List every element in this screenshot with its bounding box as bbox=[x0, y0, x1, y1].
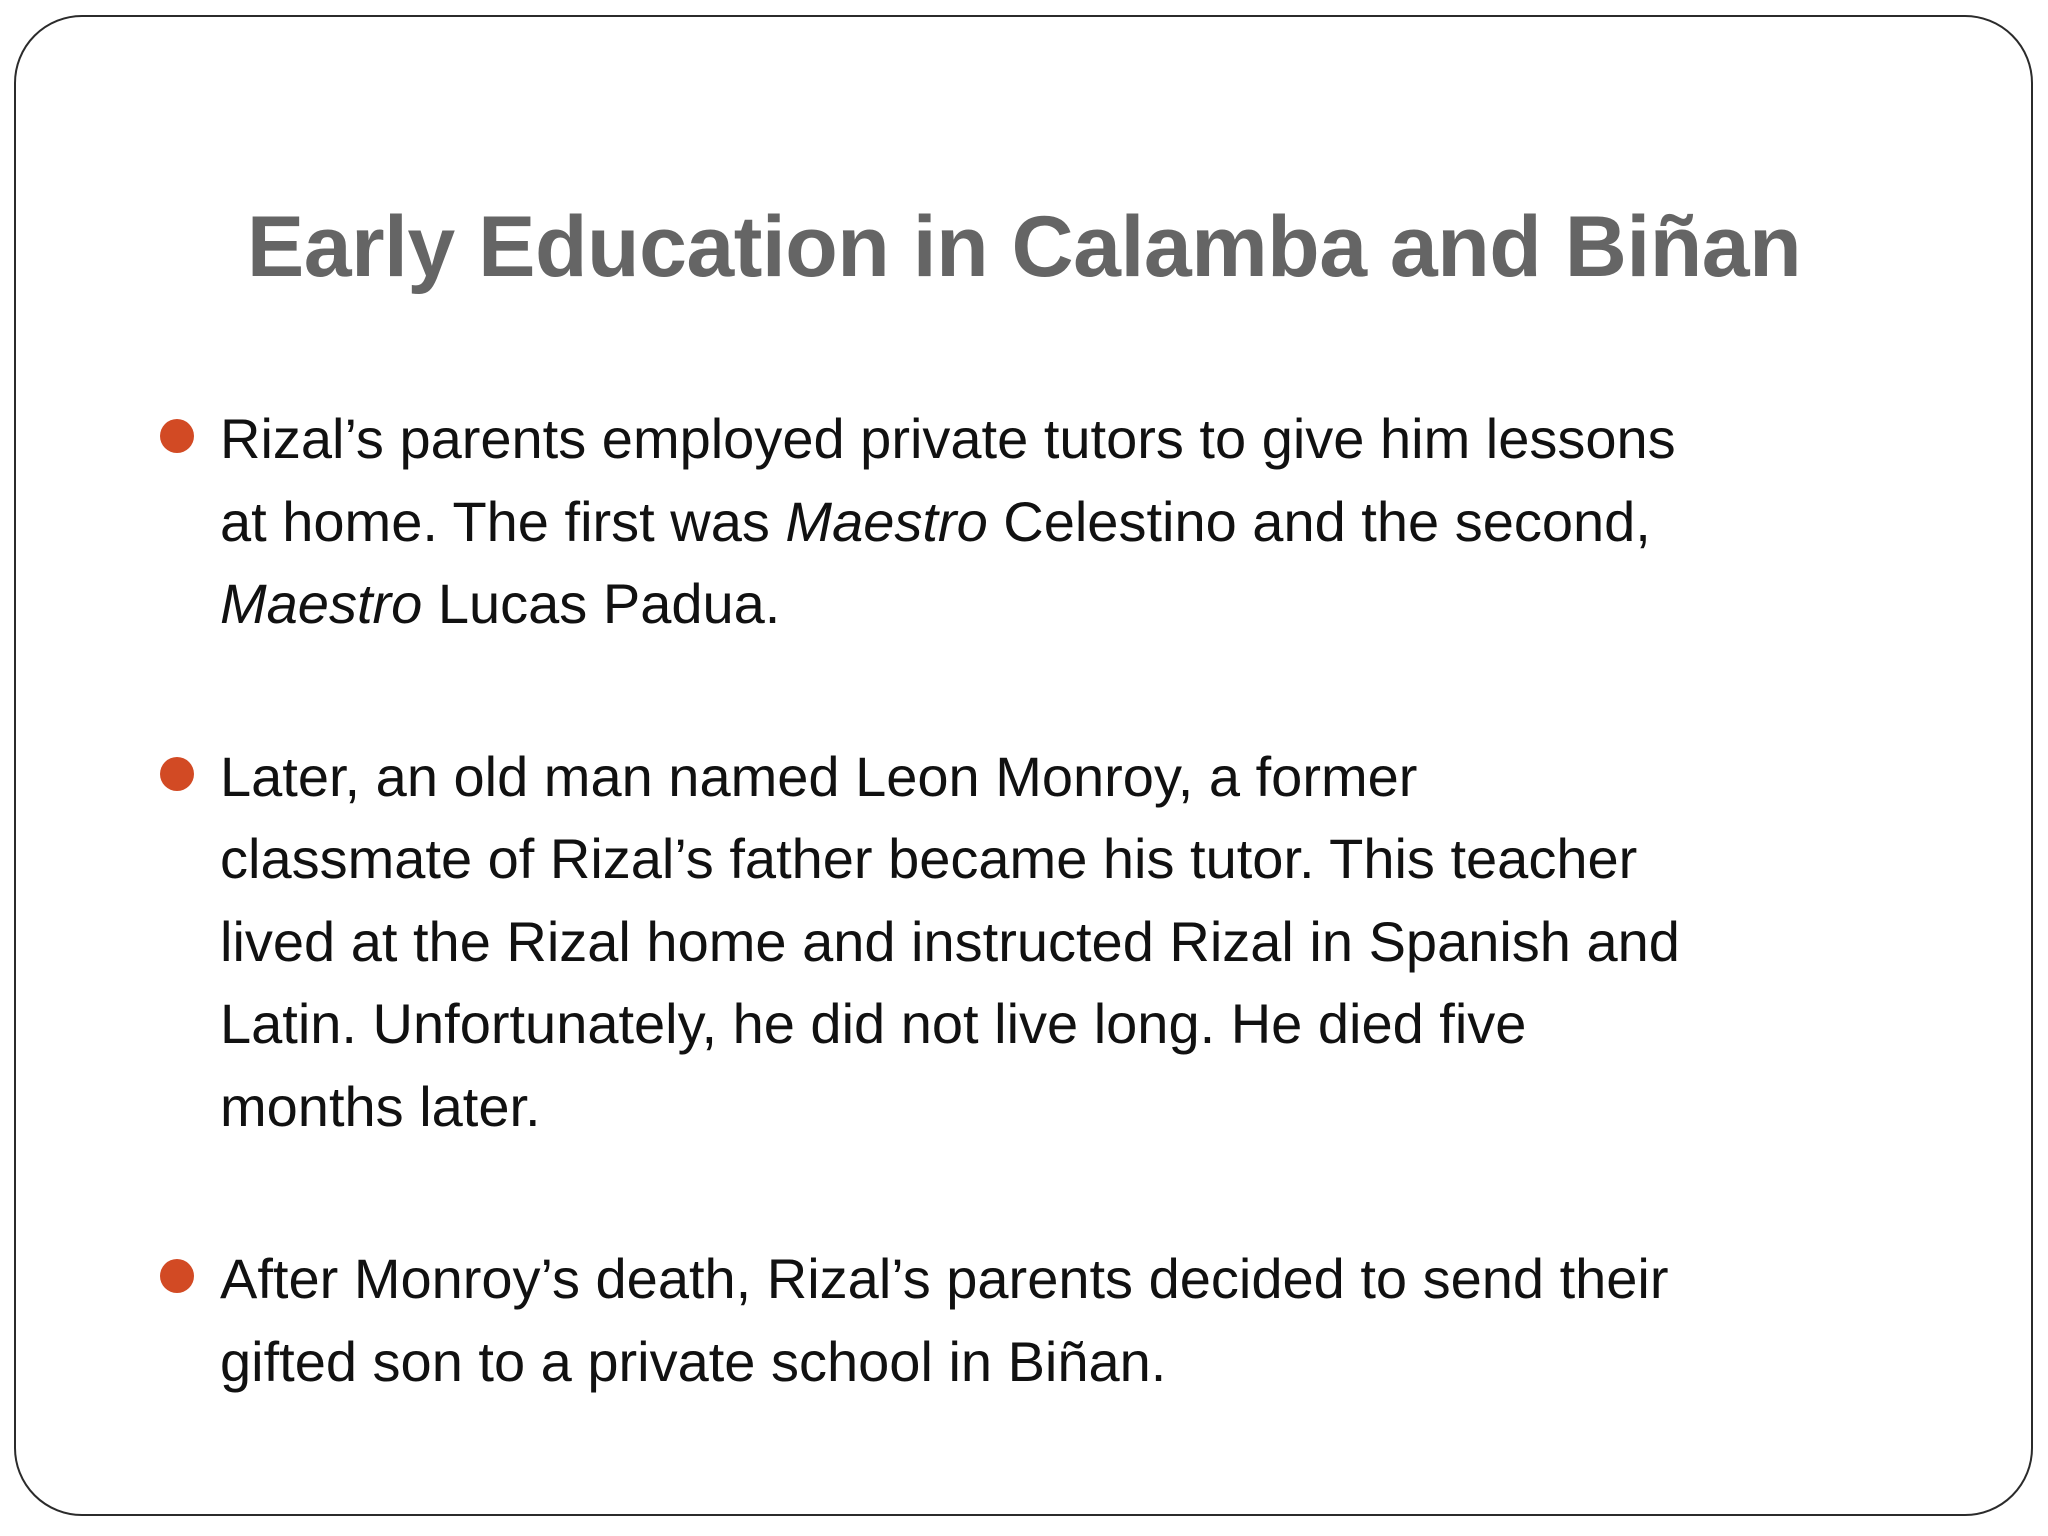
bullet-text-line: After Monroy’s death, Rizal’s parents decided to send their bbox=[220, 1247, 1669, 1310]
bullet-text-line: Later, an old man named Leon Monroy, a former bbox=[220, 744, 1418, 808]
bullet-item-binan bbox=[160, 1238, 1880, 1403]
bullet-text-line: gifted son to a private school in Biñan. bbox=[220, 1329, 1167, 1393]
bullet-text-line: months later. bbox=[220, 1074, 541, 1138]
bullet-text-line: Celestino and the second, bbox=[987, 489, 1651, 553]
bullet-item-monroy bbox=[160, 736, 1880, 1149]
bullet-text-line: classmate of Rizal’s father became his tutor. This teacher bbox=[220, 827, 1638, 890]
bullet-italic-term: Maestro bbox=[785, 489, 988, 553]
bullet-text-line: at home. The first was bbox=[220, 489, 786, 553]
bullet-text-line: lived at the Rizal home and instructed Rizal in Spanish and bbox=[220, 909, 1680, 973]
bullet-text-line: Latin. Unfortunately, he did not live long. He died five bbox=[220, 992, 1527, 1055]
bullet-dot-icon bbox=[160, 1259, 194, 1293]
bullet-text-line: Lucas Padua. bbox=[422, 572, 781, 635]
slide-title: Early Education in Calamba and Biñan bbox=[246, 199, 1802, 295]
bullet-list bbox=[160, 398, 1880, 1403]
bullet-text-line: Rizal’s parents employed private tutors to give him lessons bbox=[220, 407, 1676, 470]
bullet-italic-term: Maestro bbox=[220, 572, 423, 635]
bullet-dot-icon bbox=[160, 757, 194, 791]
bullet-item-tutors bbox=[160, 398, 1880, 646]
bullet-dot-icon bbox=[160, 419, 194, 453]
